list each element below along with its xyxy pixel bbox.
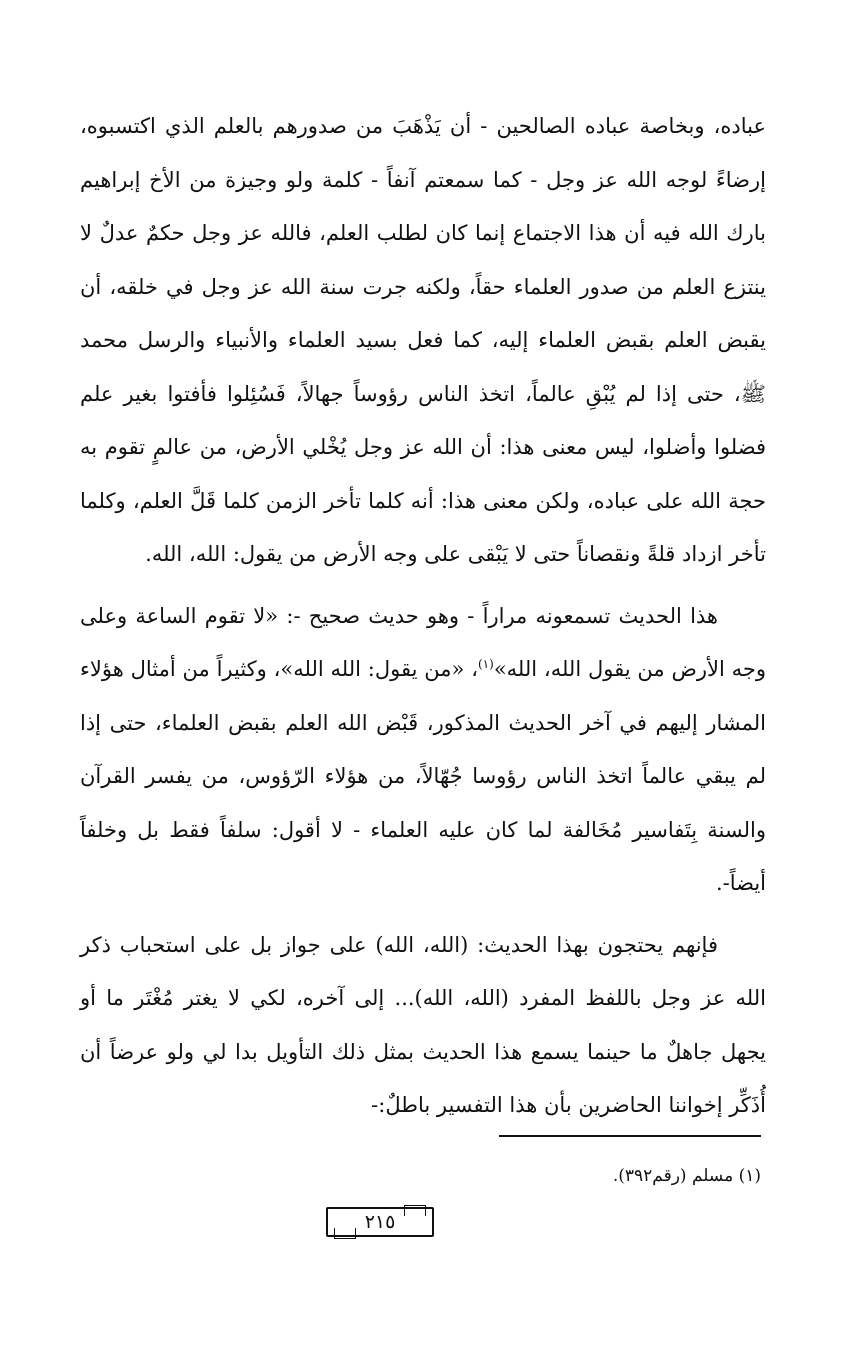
footnote: (١) مسلم (رقم٣٩٢). — [612, 1166, 761, 1186]
paragraph — [80, 100, 766, 582]
paragraph-text: ، «من يقول: الله الله»، وكثيراً من أمثال هؤلاء المشار إليهم في آخر الحديث المذكور، قَبْض الله العلم بقبض العلماء، حتى إذا لم يبقي عالماً اتخذ الناس رؤوسا جُهّالاً، من هؤلاء الرّؤوس، من يفسر القرآن والسنة بِتَفاسير مُخَالفة لما كان عليه العلماء - لا أقول: سلفاً فقط بل وخلفاً أيضاً-. — [80, 657, 766, 895]
paragraph — [80, 590, 766, 911]
paragraph-text: فإنهم يحتجون بهذا الحديث: (الله، الله) على جواز بل على استحباب ذكر الله عز وجل باللفظ المفرد (الله، الله)... إلى آخره، لكي لا يغتر مُغْتَر ما أو يجهل جاهلٌ ما حينما يسمع هذا الحديث بمثل ذلك التأويل بدا لي ولو عرضاً أن أُذَكِّر إخواننا الحاضرين بأن هذا التفسير باطلٌ:- — [80, 932, 766, 1117]
page-number: ٢١٥ — [364, 1211, 396, 1233]
body-text — [80, 100, 766, 1133]
paragraph-text: عباده، وبخاصة عباده الصالحين - أن يَذْهَبَ من صدورهم بالعلم الذي اكتسبوه، إرضاءً لوجه الله عز وجل - كما سمعتم آنفاً - كلمة ولو وجيزة من الأخ إبراهيم بارك الله فيه أن هذا الاجتماع إنما كان لطلب العلم، فالله عز وجل حكمٌ عدلٌ لا ينتزع العلم من صدور العلماء حقاً، ولكنه جرت سنة الله عز وجل في خلقه، أن يقبض العلم بقبض العلماء إليه، كما فعل بسيد العلماء والأنبياء والرسل محمد ﷺ، حتى إذا لم يُبْقِ عالماً، اتخذ الناس رؤوساً جهالاً، فَسُئِلوا فأفتوا بغير علم فضلوا وأضلوا، ليس معنى هذا: أن الله عز وجل يُخْلي الأرض، من عالمٍ تقوم به حجة الله على عباده، ولكن معنى هذا: أنه كلما تأخر الزمن كلما قَلَّ العلم، وكلما تأخر ازداد قلةً ونقصاناً حتى لا يَبْقى على وجه الأرض من يقول: الله، الله. — [80, 114, 766, 566]
footnote-separator — [499, 1135, 761, 1137]
paragraph — [80, 919, 766, 1133]
footnote-reference[interactable]: (١) — [477, 657, 494, 671]
page-number-frame — [326, 1207, 434, 1237]
paragraph-text: هذا الحديث تسمعونه مراراً - وهو حديث صحيح -: «لا تقوم الساعة وعلى وجه الأرض من يقول الله، الله» — [80, 603, 767, 681]
